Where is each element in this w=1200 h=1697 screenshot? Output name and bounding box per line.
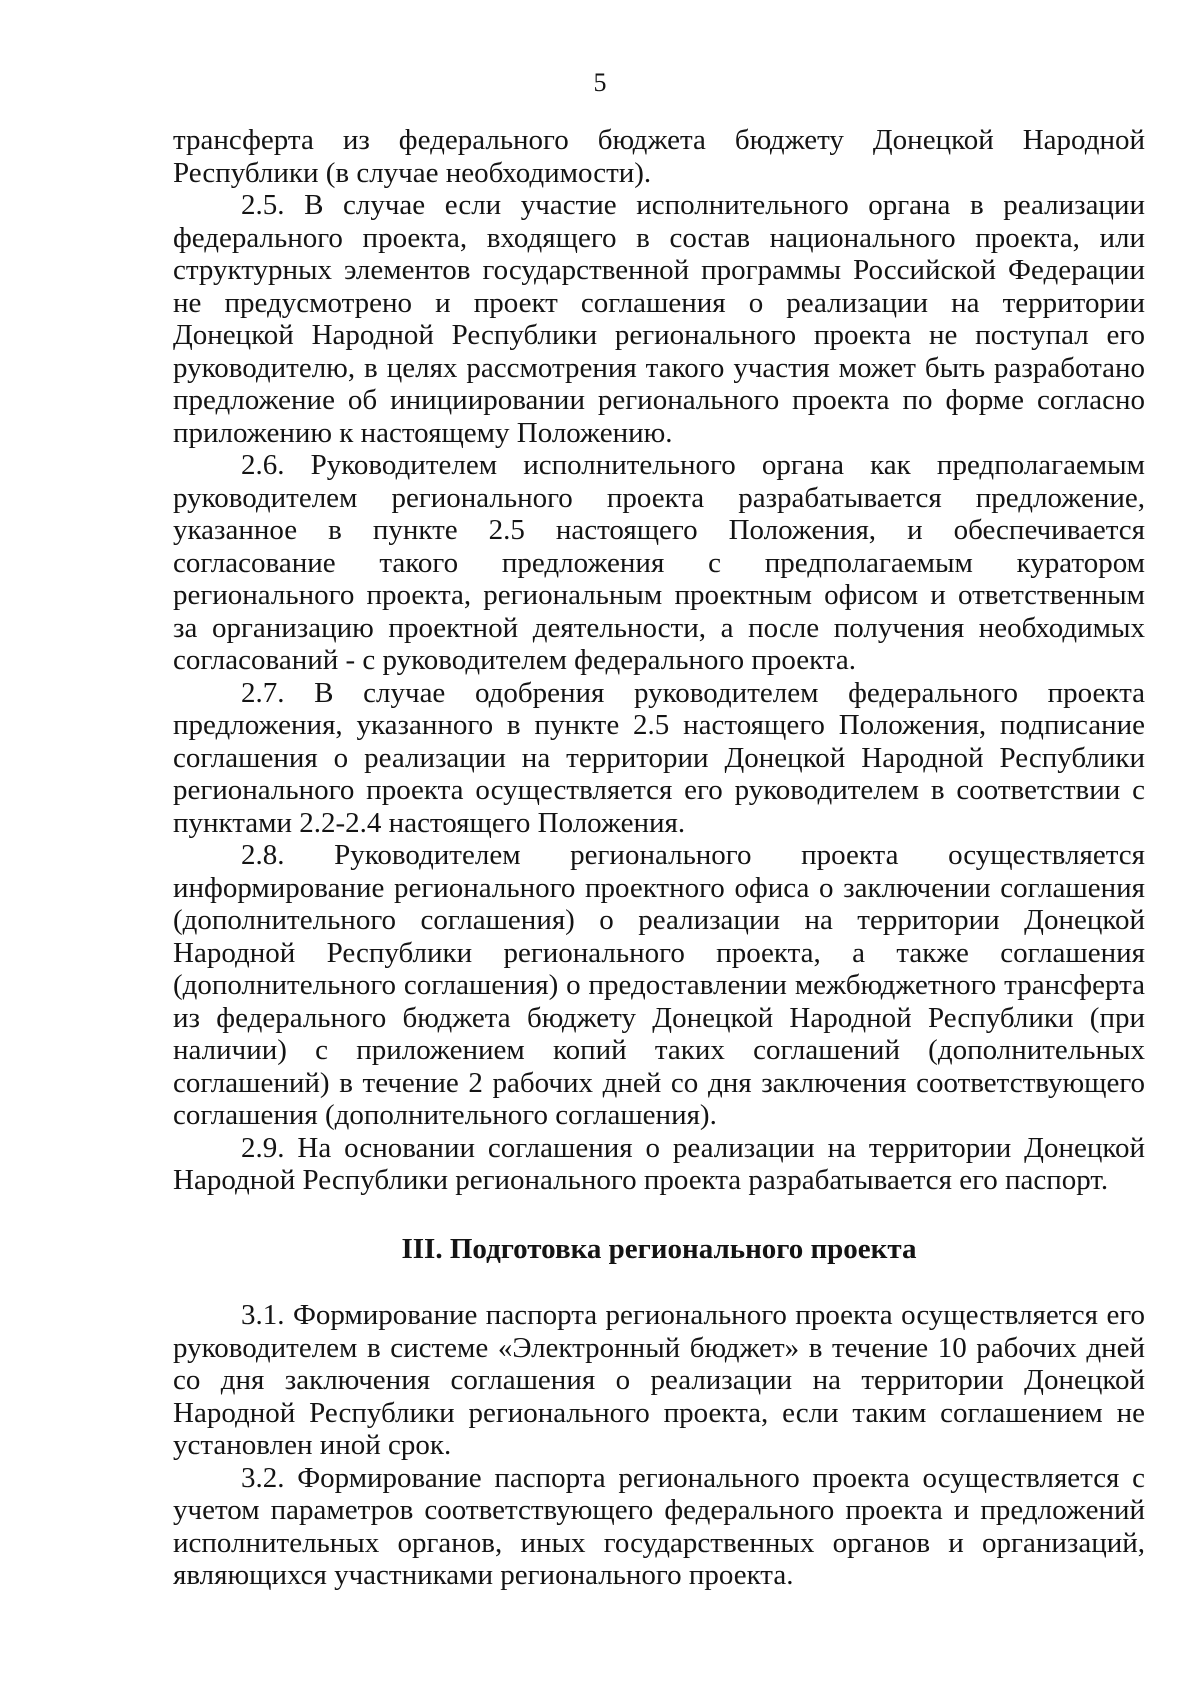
paragraph-2-9: 2.9. На основании соглашения о реализации на территории Донецкой Народной Республики регионального проекта разрабатывается его паспорт.	[173, 1131, 1145, 1196]
document-body	[173, 124, 1145, 1592]
paragraph-3-1: 3.1. Формирование паспорта регионального проекта осуществляется его руководителем в системе «Электронный бюджет» в течение 10 рабочих дней со дня заключения соглашения о реализации на территории Донецкой Народной Республики регионального проекта, если таким соглашением не установлен иной срок.	[173, 1299, 1145, 1461]
paragraph-2-5: 2.5. В случае если участие исполнительного органа в реализации федерального проекта, входящего в состав национального проекта, или структурных элементов государственной программы Российской Федерации не предусмотрено и проект соглашения о реализации на территории Донецкой Народной Республики регионального проекта не поступал его руководителю, в целях рассмотрения такого участия может быть разработано предложение об инициировании регионального проекта по форме согласно приложению к настоящему Положению.	[173, 189, 1145, 449]
section-heading: III. Подготовка регионального проекта	[401, 1232, 917, 1265]
page-number: 5	[593, 68, 607, 97]
paragraph-continuation: трансферта из федерального бюджета бюджету Донецкой Народной Республики (в случае необходимости).	[173, 124, 1145, 189]
paragraph-2-8: 2.8. Руководителем регионального проекта осуществляется информирование регионального проектного офиса о заключении соглашения (дополнительного соглашения) о реализации на территории Донецкой Народной Республики регионального проекта, а также соглашения (дополнительного соглашения) о предоставлении межбюджетного трансферта из федерального бюджета бюджету Донецкой Народной Республики (при наличии) с приложением копий таких соглашений (дополнительных соглашений) в течение 2 рабочих дней со дня заключения соответствующего соглашения (дополнительного соглашения).	[173, 839, 1145, 1131]
paragraph-3-2: 3.2. Формирование паспорта регионального проекта осуществляется с учетом параметров соответствующего федерального проекта и предложений исполнительных органов, иных государственных органов и организаций, являющихся участниками регионального проекта.	[173, 1461, 1145, 1591]
paragraph-2-6: 2.6. Руководителем исполнительного органа как предполагаемым руководителем регионального проекта разрабатывается предложение, указанное в пункте 2.5 настоящего Положения, и обеспечивается согласование такого предложения с предполагаемым куратором регионального проекта, региональным проектным офисом и ответственным за организацию проектной деятельности, а после получения необходимых согласований - с руководителем федерального проекта.	[173, 449, 1145, 676]
paragraph-2-7: 2.7. В случае одобрения руководителем федерального проекта предложения, указанного в пункте 2.5 настоящего Положения, подписание соглашения о реализации на территории Донецкой Народной Республики регионального проекта осуществляется его руководителем в соответствии с пунктами 2.2-2.4 настоящего Положения.	[173, 676, 1145, 839]
